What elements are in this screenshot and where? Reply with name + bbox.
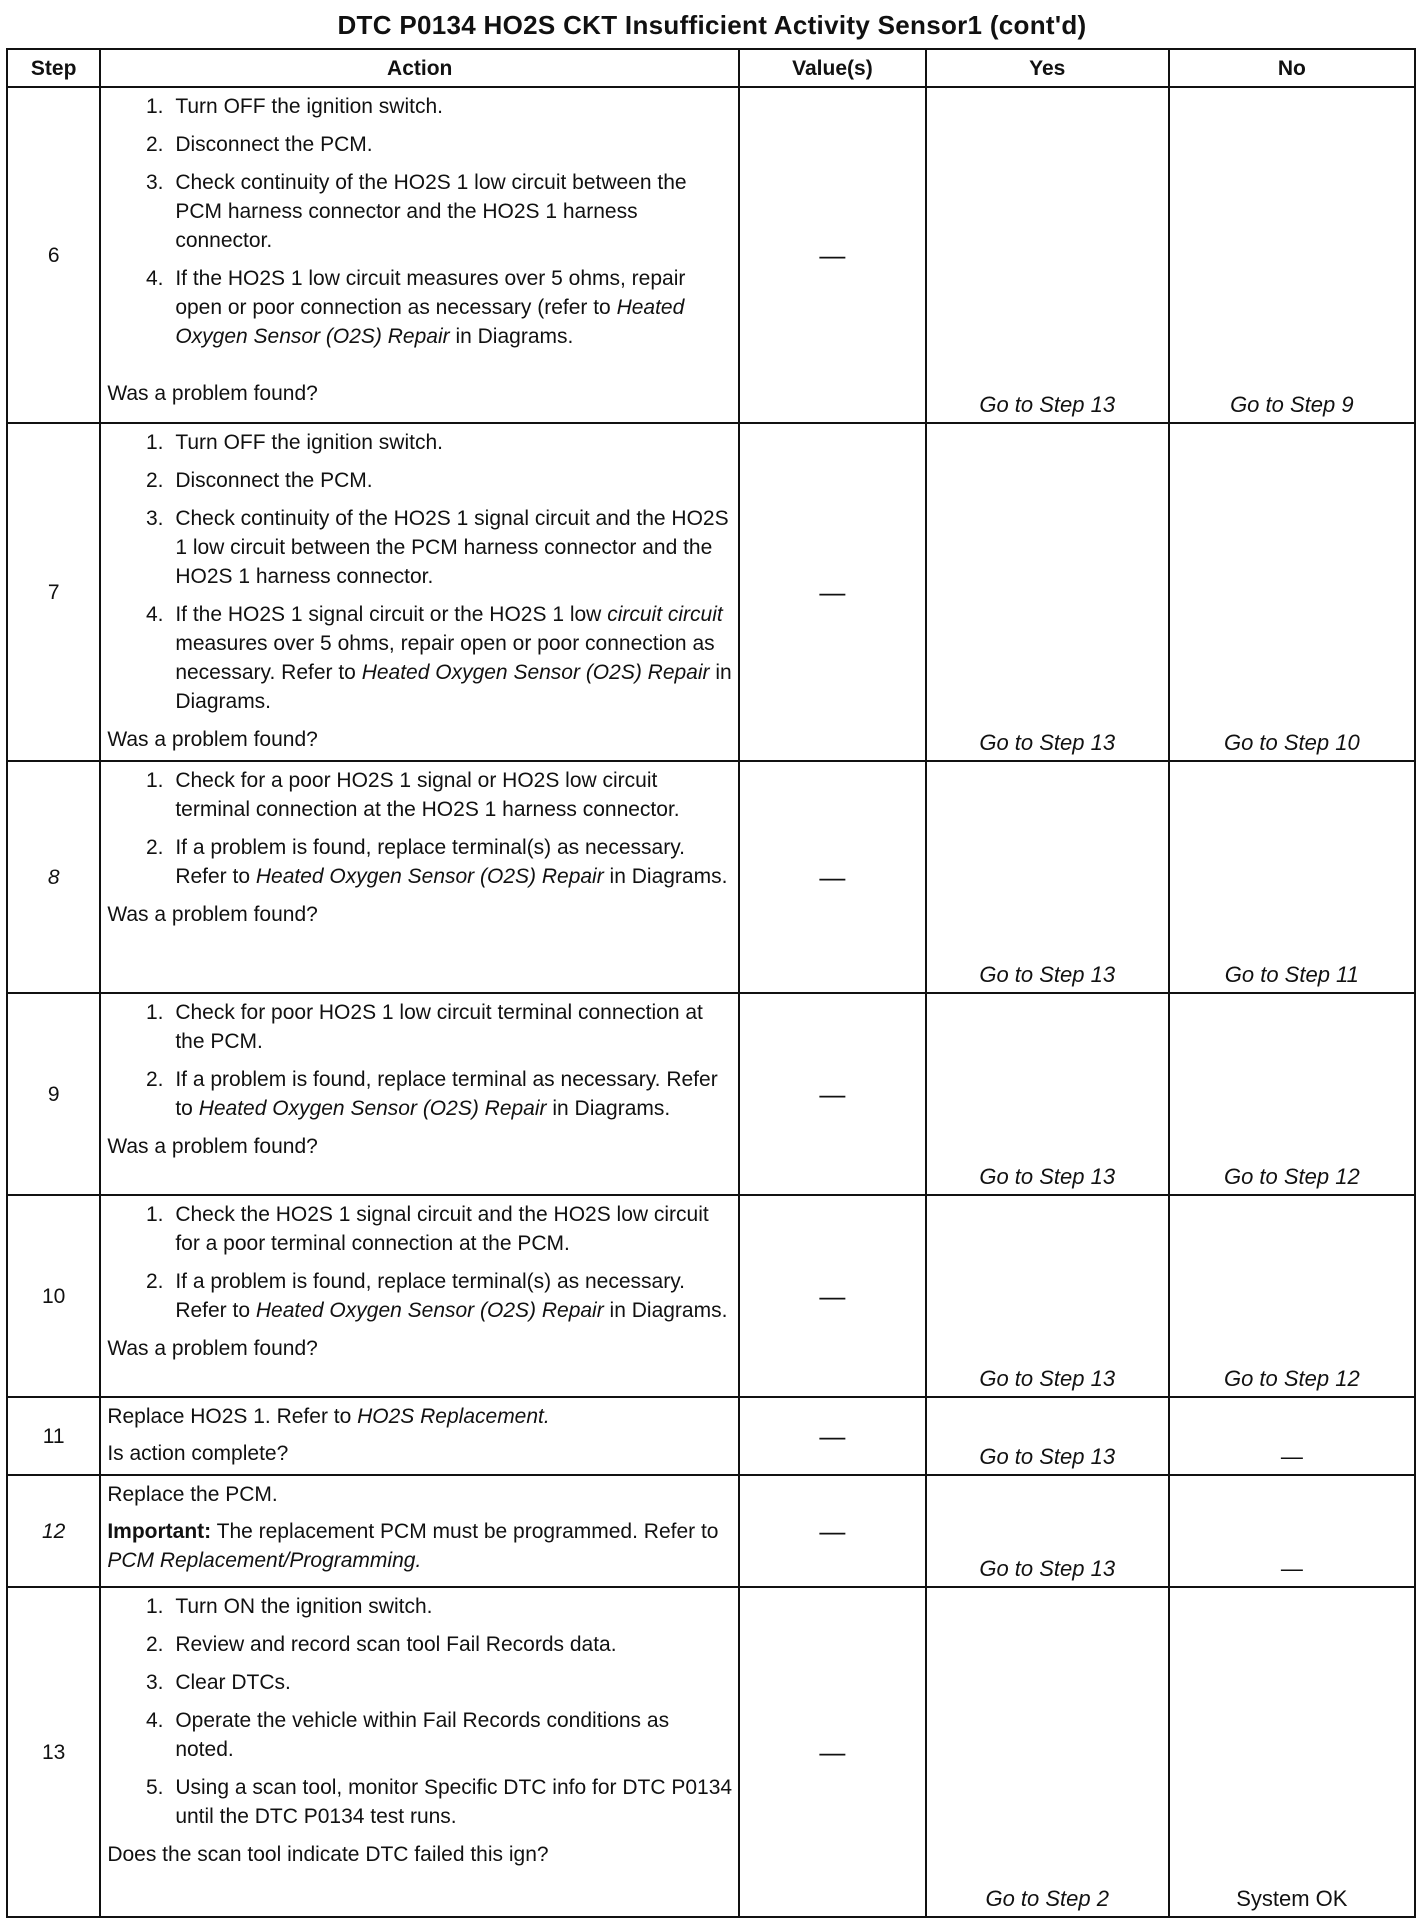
table-row xyxy=(7,87,1415,423)
value-cell: — xyxy=(739,993,926,1195)
column-header-action: Action xyxy=(100,49,739,87)
list-item: 3. Check continuity of the HO2S 1 low circuit between the PCM harness connector and the HO2S 1 harness connector. xyxy=(169,168,732,255)
yes-cell: Go to Step 13 xyxy=(926,761,1169,993)
table-row xyxy=(7,761,1415,993)
question-text: Was a problem found? xyxy=(107,728,318,751)
list-item: 3. Check continuity of the HO2S 1 signal circuit and the HO2S 1 low circuit between the PCM harness connector and the HO2S 1 harness connector. xyxy=(169,504,732,591)
step-number: 12 xyxy=(7,1475,100,1587)
no-cell: Go to Step 11 xyxy=(1169,761,1415,993)
list-item: 1. Turn OFF the ignition switch. xyxy=(169,428,732,457)
list-item: 1. Check the HO2S 1 signal circuit and the HO2S low circuit for a poor terminal connection at the PCM. xyxy=(169,1200,732,1258)
list-item: 5. Using a scan tool, monitor Specific DTC info for DTC P0134 until the DTC P0134 test runs. xyxy=(169,1773,732,1831)
yes-cell: Go to Step 13 xyxy=(926,87,1169,423)
step-number: 9 xyxy=(7,993,100,1195)
list-item: 2. If a problem is found, replace terminal(s) as necessary. Refer to Heated Oxygen Sensor (O2S) Repair in Diagrams. xyxy=(169,1267,732,1325)
no-cell: Go to Step 12 xyxy=(1169,993,1415,1195)
action-cell xyxy=(100,1195,739,1397)
yes-cell: Go to Step 2 xyxy=(926,1587,1169,1917)
list-item: 2. If a problem is found, replace terminal(s) as necessary. Refer to Heated Oxygen Sensor (O2S) Repair in Diagrams. xyxy=(169,833,732,891)
value-cell: — xyxy=(739,761,926,993)
question-text: Was a problem found? xyxy=(107,1337,318,1360)
step-number: 7 xyxy=(7,423,100,761)
list-item: 3. Clear DTCs. xyxy=(169,1668,732,1697)
question-text: Was a problem found? xyxy=(107,903,318,926)
important-note: Important: The replacement PCM must be programmed. Refer to PCM Replacement/Programming. xyxy=(107,1520,719,1572)
no-cell: Go to Step 9 xyxy=(1169,87,1415,423)
yes-cell: Go to Step 13 xyxy=(926,1397,1169,1475)
action-cell xyxy=(100,1475,739,1587)
step-number: 6 xyxy=(7,87,100,423)
question-text: Is action complete? xyxy=(107,1442,289,1465)
action-cell xyxy=(100,993,739,1195)
action-cell xyxy=(100,423,739,761)
no-cell: Go to Step 12 xyxy=(1169,1195,1415,1397)
value-cell: — xyxy=(739,1195,926,1397)
column-header-no: No xyxy=(1169,49,1415,87)
list-item: 4. Operate the vehicle within Fail Records conditions as noted. xyxy=(169,1706,732,1764)
list-item: 2. If a problem is found, replace terminal as necessary. Refer to Heated Oxygen Sensor (O2S) Repair in Diagrams. xyxy=(169,1065,732,1123)
column-header-step: Step xyxy=(7,49,100,87)
action-list xyxy=(107,1200,732,1325)
action-list xyxy=(107,998,732,1123)
list-item: 2. Review and record scan tool Fail Records data. xyxy=(169,1630,732,1659)
list-item: 1. Turn ON the ignition switch. xyxy=(169,1592,732,1621)
no-cell: — xyxy=(1169,1475,1415,1587)
yes-cell: Go to Step 13 xyxy=(926,1195,1169,1397)
table-row xyxy=(7,993,1415,1195)
yes-cell: Go to Step 13 xyxy=(926,1475,1169,1587)
no-cell: System OK xyxy=(1169,1587,1415,1917)
action-list xyxy=(107,1592,732,1831)
list-item: 4. If the HO2S 1 signal circuit or the HO2S 1 low circuit circuit measures over 5 ohms, repair open or poor connection as necessary. Refer to Heated Oxygen Sensor (O2S) Repair in Diagrams. xyxy=(169,600,732,716)
yes-cell: Go to Step 13 xyxy=(926,423,1169,761)
no-cell: Go to Step 10 xyxy=(1169,423,1415,761)
value-cell: — xyxy=(739,1587,926,1917)
action-cell xyxy=(100,1397,739,1475)
action-list xyxy=(107,428,732,716)
action-list xyxy=(107,92,732,351)
action-line: Replace the PCM. xyxy=(107,1483,278,1506)
column-header-values: Value(s) xyxy=(739,49,926,87)
step-number: 10 xyxy=(7,1195,100,1397)
yes-cell: Go to Step 13 xyxy=(926,993,1169,1195)
diagnostic-table xyxy=(6,48,1416,1918)
table-row xyxy=(7,423,1415,761)
question-text: Was a problem found? xyxy=(107,1135,318,1158)
question-text: Was a problem found? xyxy=(107,382,318,405)
action-line: Replace HO2S 1. Refer to HO2S Replacement. xyxy=(107,1405,550,1428)
no-cell: — xyxy=(1169,1397,1415,1475)
value-cell: — xyxy=(739,1475,926,1587)
question-text: Does the scan tool indicate DTC failed this ign? xyxy=(107,1843,549,1866)
list-item: 1. Check for poor HO2S 1 low circuit terminal connection at the PCM. xyxy=(169,998,732,1056)
column-header-yes: Yes xyxy=(926,49,1169,87)
table-row xyxy=(7,1195,1415,1397)
list-item: 2. Disconnect the PCM. xyxy=(169,130,732,159)
list-item: 4. If the HO2S 1 low circuit measures over 5 ohms, repair open or poor connection as necessary (refer to Heated Oxygen Sensor (O2S) Repair in Diagrams. xyxy=(169,264,732,351)
action-cell xyxy=(100,1587,739,1917)
action-cell xyxy=(100,761,739,993)
list-item: 2. Disconnect the PCM. xyxy=(169,466,732,495)
table-row xyxy=(7,1397,1415,1475)
action-cell xyxy=(100,87,739,423)
step-number: 8 xyxy=(7,761,100,993)
list-item: 1. Turn OFF the ignition switch. xyxy=(169,92,732,121)
value-cell: — xyxy=(739,1397,926,1475)
step-number: 13 xyxy=(7,1587,100,1917)
list-item: 1. Check for a poor HO2S 1 signal or HO2S low circuit terminal connection at the HO2S 1 harness connector. xyxy=(169,766,732,824)
value-cell: — xyxy=(739,423,926,761)
value-cell: — xyxy=(739,87,926,423)
step-number: 11 xyxy=(7,1397,100,1475)
table-row xyxy=(7,1587,1415,1917)
table-row xyxy=(7,1475,1415,1587)
table-header-row xyxy=(7,49,1415,87)
action-list xyxy=(107,766,732,891)
page-title: DTC P0134 HO2S CKT Insufficient Activity Sensor1 (cont'd) xyxy=(337,10,1087,40)
